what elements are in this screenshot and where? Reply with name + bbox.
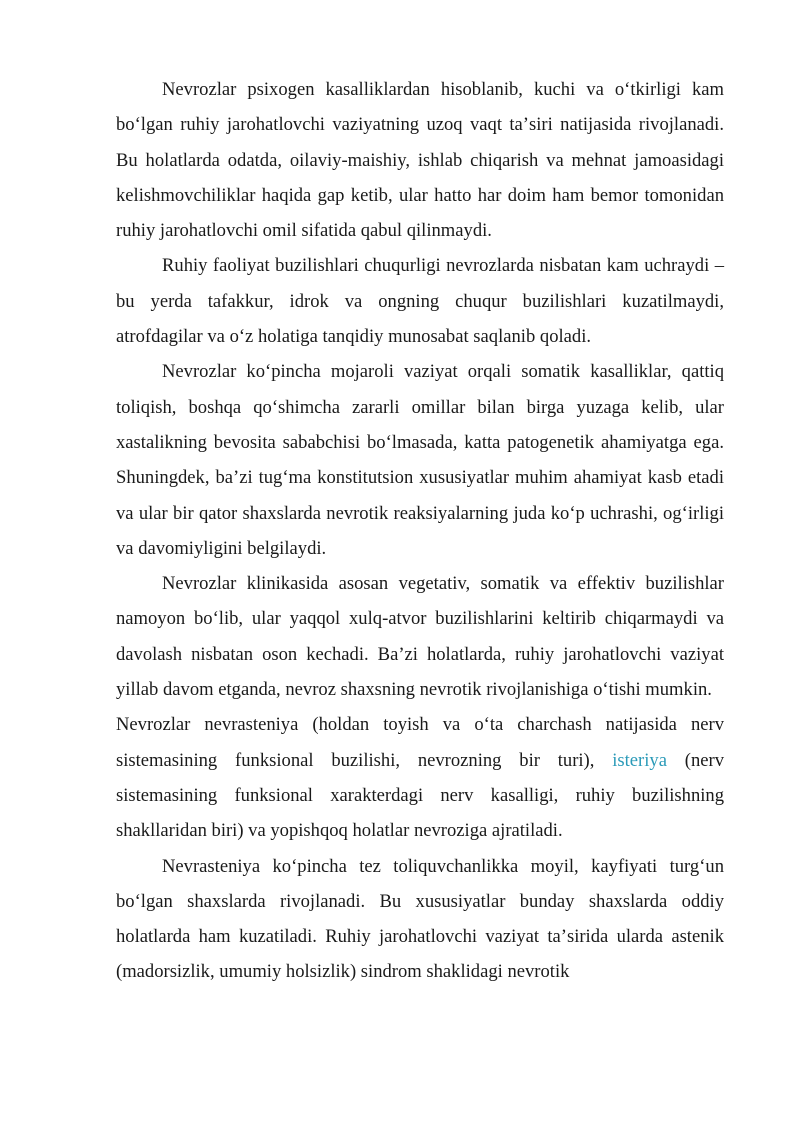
paragraph-3: Nevrozlar koʻpincha mojaroli vaziyat orqali somatik kasalliklar, qattiq toliqish, boshqa qoʻshimcha zararli omillar bilan birga yuzaga kelib, ular xastalikning bevosita sababchisi boʻlmasada, katta patogenetik ahamiyatga ega. Shuningdek, baʼzi tugʻma konstitutsion xususiyatlar muhim ahamiyat kasb etadi va ular bir qator shaxslarda nevrotik reaksiyalarning juda koʻp uchrashi, ogʻirligi va davomiyligini belgilaydi. (116, 361, 724, 559)
isteriya-link[interactable]: isteriya (612, 749, 667, 771)
paragraph-2: Ruhiy faoliyat buzilishlari chuqurligi nevrozlarda nisbatan kam uchraydi – bu yerda tafakkur, idrok va ongning chuqur buzilishlari kuzatilmaydi, atrofdagilar va oʻz holatiga tanqidiy munosabat saqlanib qoladi. (116, 255, 724, 348)
paragraph-5-text-after: (nerv sistemasining funksional xarakterdagi nerv kasalligi, ruhiy buzilishning shakllaridan biri) va yopishqoq holatlar nevroziga ajratiladi. (116, 749, 724, 842)
paragraph-6: Nevrasteniya koʻpincha tez toliquvchanlikka moyil, kayfiyati turgʻun boʻlgan shaxslarda rivojlanadi. Bu xususiyatlar bunday shaxslarda oddiy holatlarda ham kuzatiladi. Ruhiy jarohatlovchi vaziyat taʼsirida ularda astenik (madorsizlik, umumiy holsizlik) sindrom shaklidagi nevrotik (116, 855, 724, 983)
paragraph-1: Nevrozlar psixogen kasalliklardan hisoblanib, kuchi va oʻtkirligi kam boʻlgan ruhiy jarohatlovchi vaziyatning uzoq vaqt taʼsiri natijasida rivojlanadi. Bu holatlarda odatda, oilaviy-maishiy, ishlab chiqarish va mehnat jamoasidagi kelishmovchiliklar haqida gap ketib, ular hatto har doim ham bemor tomonidan ruhiy jarohatlovchi omil sifatida qabul qilinmaydi. (116, 79, 724, 242)
document-body (116, 72, 724, 990)
paragraph-4: Nevrozlar klinikasida asosan vegetativ, somatik va effektiv buzilishlar namoyon boʻlib, ular yaqqol xulq-atvor buzilishlarini keltirib chiqarmaydi va davolash nisbatan oson kechadi. Baʼzi holatlarda, ruhiy jarohatlovchi vaziyat yillab davom etganda, nevroz shaxsning nevrotik rivojlanishiga oʻtishi mumkin. (116, 573, 724, 701)
paragraph-5 (116, 707, 724, 848)
paragraph-5-text-before: Nevrozlar nevrasteniya (holdan toyish va oʻta charchash natijasida nerv sistemasining funksional buzilishi, nevrozning bir turi), (116, 714, 724, 771)
